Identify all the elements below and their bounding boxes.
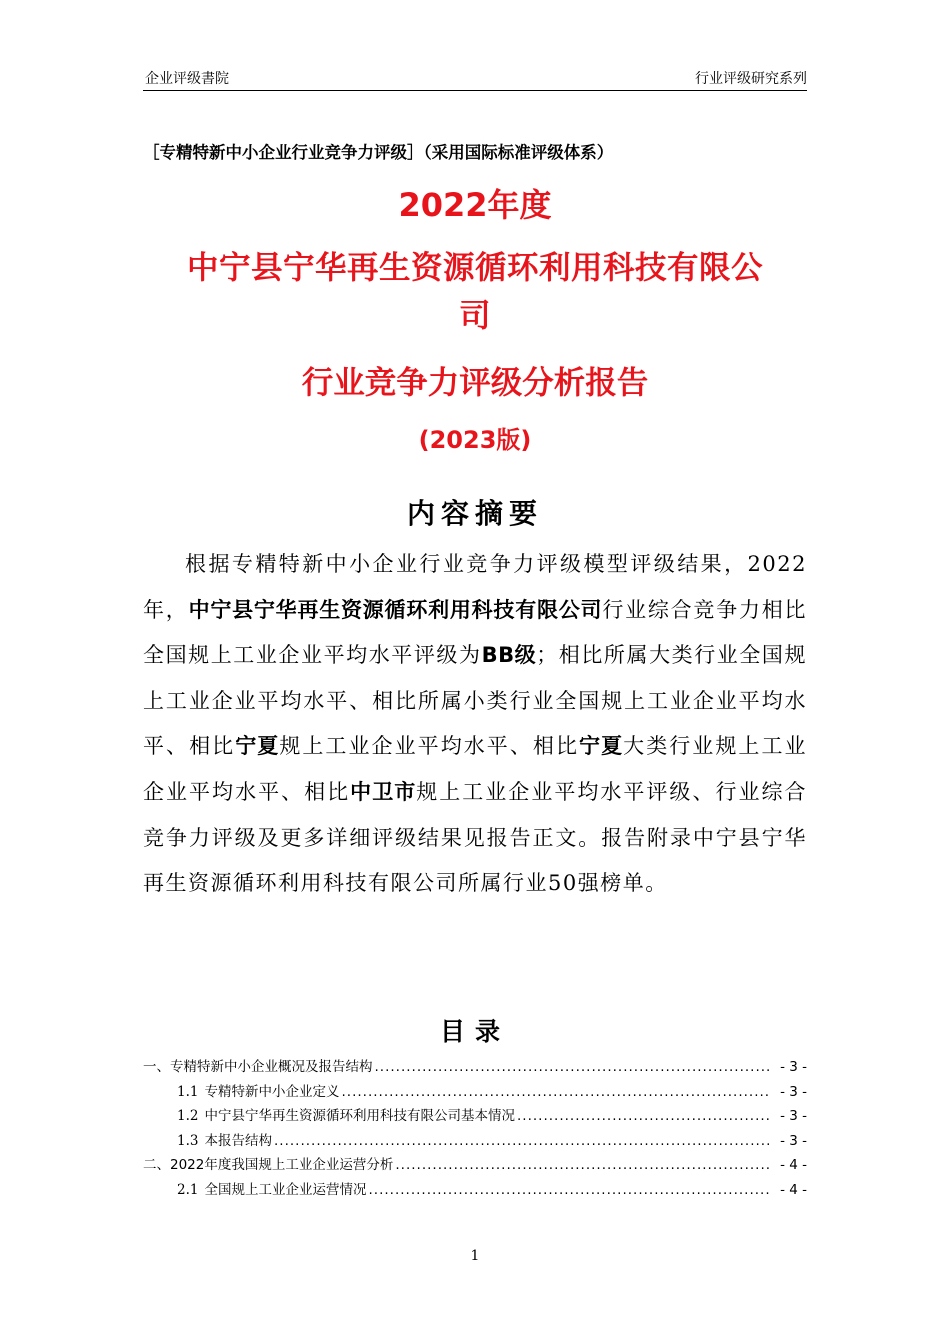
toc-entry-number: 2.1 [177,1181,199,1198]
toc-entry-number: 1.3 [177,1132,199,1149]
toc-leader-dots [274,1133,771,1149]
title-company-line1: 中宁县宁华再生资源循环利用科技有限公 [186,250,763,286]
summary-text-5: 大类行业规上工业企业平均水平、相比 [143,734,808,804]
toc-leader-dots [341,1084,771,1100]
summary-province-2: 宁夏 [579,734,624,759]
toc-entry[interactable] [143,1153,807,1178]
summary-text-2: 行业综合竞争力相比全国规上工业企业平均水平评级为 [143,597,808,668]
toc-entry-page: - 3 - [780,1132,807,1149]
toc-entry-title: 全国规上工业企业运营情况 [204,1181,367,1198]
toc-entry-title: 二、2022年度我国规上工业企业运营分析 [143,1157,394,1173]
toc-entry-page: - 4 - [780,1157,807,1173]
toc-entry-title: 中宁县宁华再生资源循环利用科技有限公司基本情况 [204,1108,515,1124]
title-year: 2022年度 [398,186,552,224]
series-line: ［专精特新中小企业行业竞争力评级］（采用国际标准评级体系） [143,143,614,162]
toc-leader-dots [517,1108,771,1124]
summary-grade: BB级 [481,643,537,668]
summary-text-1: 根据专精特新中小企业行业竞争力评级模型评级结果，2022年， [143,552,807,622]
toc-entry-page: - 3 - [780,1083,807,1100]
summary-company: 中宁县宁华再生资源循环利用科技有限公司 [188,597,603,622]
summary-city: 中卫市 [350,779,417,804]
page-number: 1 [470,1248,480,1264]
title-company [143,244,807,340]
toc-entry-page: - 4 - [780,1181,807,1198]
header-left-text: 企业评级書院 [145,71,229,87]
toc-entry[interactable] [143,1178,807,1203]
toc-entry-title: 本报告结构 [204,1132,272,1149]
table-of-contents [143,1055,807,1202]
toc-entry-number: 1.2 [177,1108,199,1124]
toc-entry[interactable] [143,1055,807,1080]
summary-paragraph [143,542,807,907]
toc-entry[interactable] [143,1080,807,1105]
toc-heading: 目录 [439,1017,510,1046]
title-report: 行业竞争力评级分析报告 [301,365,649,401]
toc-leader-dots [375,1059,772,1075]
toc-entry-page: - 3 - [780,1059,807,1075]
toc-entry-number: 1.1 [177,1083,199,1100]
toc-entry-title: 专精特新中小企业定义 [204,1083,340,1100]
toc-entry[interactable] [143,1104,807,1129]
summary-heading: 内容摘要 [406,497,543,530]
title-company-line2: 司 [458,298,491,334]
summary-text-3: ；相比所属大类行业全国规上工业企业平均水平、相比所属小类行业全国规上工业企业平均水平、相比 [143,643,807,759]
toc-entry[interactable] [143,1129,807,1154]
toc-entry-page: - 3 - [780,1108,807,1124]
header-right-text: 行业评级研究系列 [695,71,807,87]
summary-province-1: 宁夏 [235,734,280,759]
summary-text-6: 规上工业企业平均水平评级、行业综合竞争力评级及更多详细评级结果见报告正文。报告附录中宁县宁华再生资源循环利用科技有限公司所属行业50强榜单。 [143,779,808,896]
summary-text-4: 规上工业企业平均水平、相比 [279,734,580,759]
toc-leader-dots [395,1157,771,1173]
toc-entry-title: 一、专精特新中小企业概况及报告结构 [143,1059,373,1075]
page-header [143,66,807,91]
toc-leader-dots [368,1182,771,1198]
title-edition: (2023版) [418,426,532,454]
